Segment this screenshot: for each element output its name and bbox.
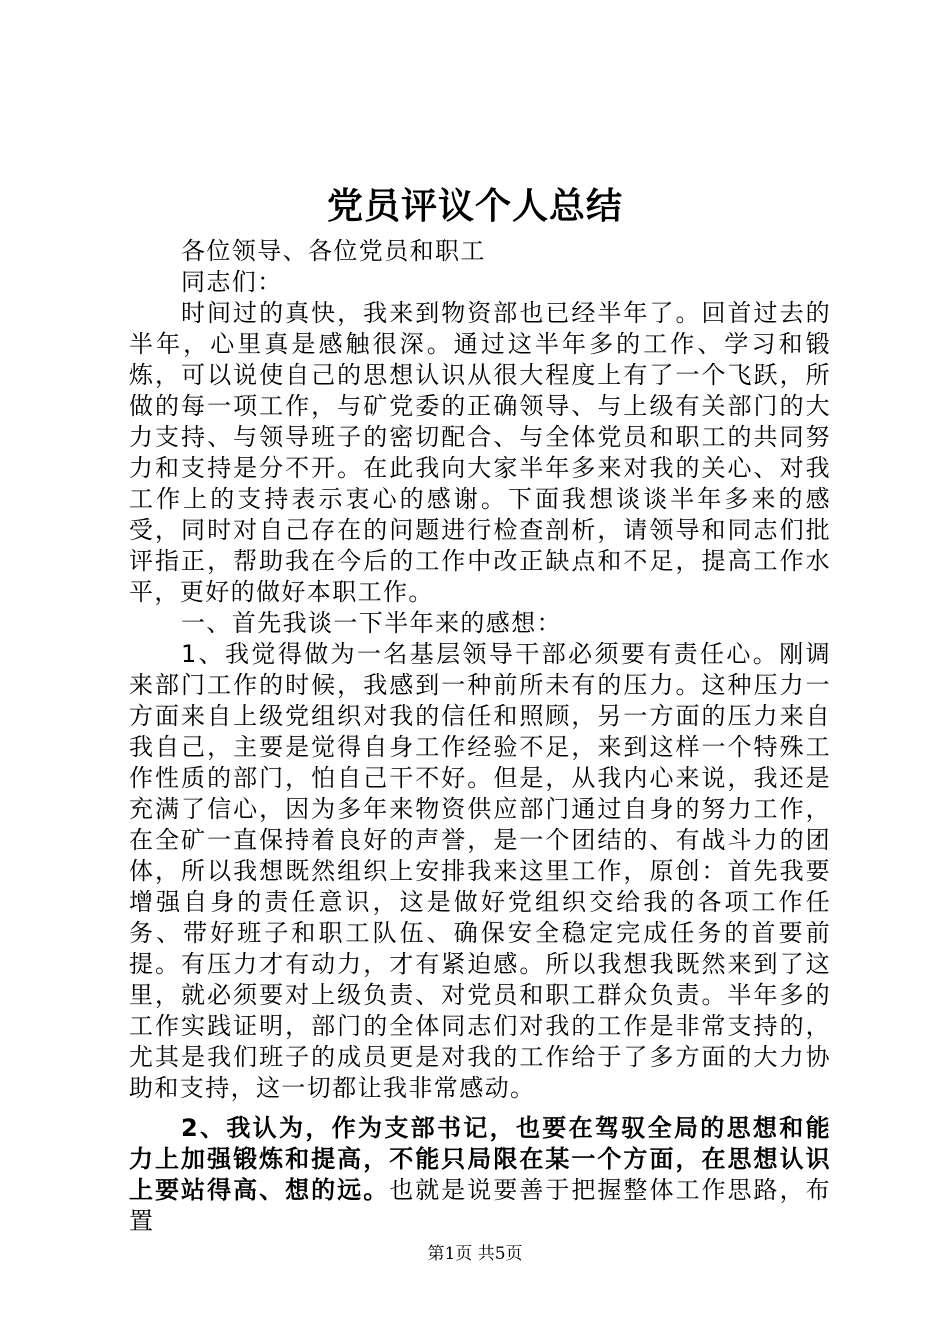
- paragraph-intro: 时间过的真快，我来到物资部也已经半年了。回首过去的半年，心里真是感触很深。通过这半年多的工作、学习和锻炼，可以说使自己的思想认识从很大程度上有了一个飞跃，所做的每一项工作，与矿党委的正确领导、与上级有关部门的大力支持、与领导班子的密切配合、与全体党员和职工的共同努力和支持是分不开。在此我向大家半年多来对我的关心、对我工作上的支持表示衷心的感谢。下面我想谈谈半年多来的感受，同时对自己存在的问题进行检查剖析，请领导和同志们批评指正，帮助我在今后的工作中改正缺点和不足，提高工作水平，更好的做好本职工作。: [129, 299, 831, 606]
- item-1-lead: 1、我觉得做为一名基层领导干部必须要有责任心。: [181, 640, 780, 668]
- salutation-line-1: 各位领导、各位党员和职工: [181, 237, 486, 265]
- item-2-text: 也就是说要善于把握整体工作思路，布置: [129, 1176, 831, 1235]
- document-title: 党员评议个人总结: [326, 186, 623, 227]
- item-1-text: 刚调来部门工作的时候，我感到一种前所未有的压力。这种压力一方面来自上级党组织对我的信任和照顾，另一方面的压力来自我自己，主要是觉得自身工作经验不足，来到这样一个特殊工作性质的部门，怕自己干不好。但是，从我内心来说，我还是充满了信心，因为多年来物资供应部门通过自身的努力工作，在全矿一直保持着良好的声誉，是一个团结的、有战斗力的团体，所以我想既然组织上安排我来这里工作，原创：首先我要增强自身的责任意识，这是做好党组织交给我的各项工作任务、带好班子和职工队伍、确保安全稳定完成任务的首要前提。有压力才有动力，才有紧迫感。所以我想我既然来到了这里，就必须要对上级负责、对党员和职工群众负责。半年多的工作实践证明，部门的全体同志们对我的工作是非常支持的，尤其是我们班子的成员更是对我的工作给于了多方面的大力协助和支持，这一切都让我非常感动。: [129, 640, 831, 1102]
- item-1-paragraph: [129, 639, 831, 1104]
- salutation-line-2: 同志们：: [181, 268, 283, 296]
- item-2-paragraph: [129, 1113, 831, 1237]
- document-body: [129, 236, 831, 1237]
- page-number-footer: 第1页 共5页: [427, 1244, 523, 1264]
- item-2-lead: 2、我认为，作为支部书记，也要在驾驭全局的思想和能力上加强锻炼和提高，不能只局限在某一个方面，在思想认识上要站得高、想的远。: [129, 1114, 831, 1204]
- section-heading-1: 一、首先我谈一下半年来的感想：: [181, 609, 562, 637]
